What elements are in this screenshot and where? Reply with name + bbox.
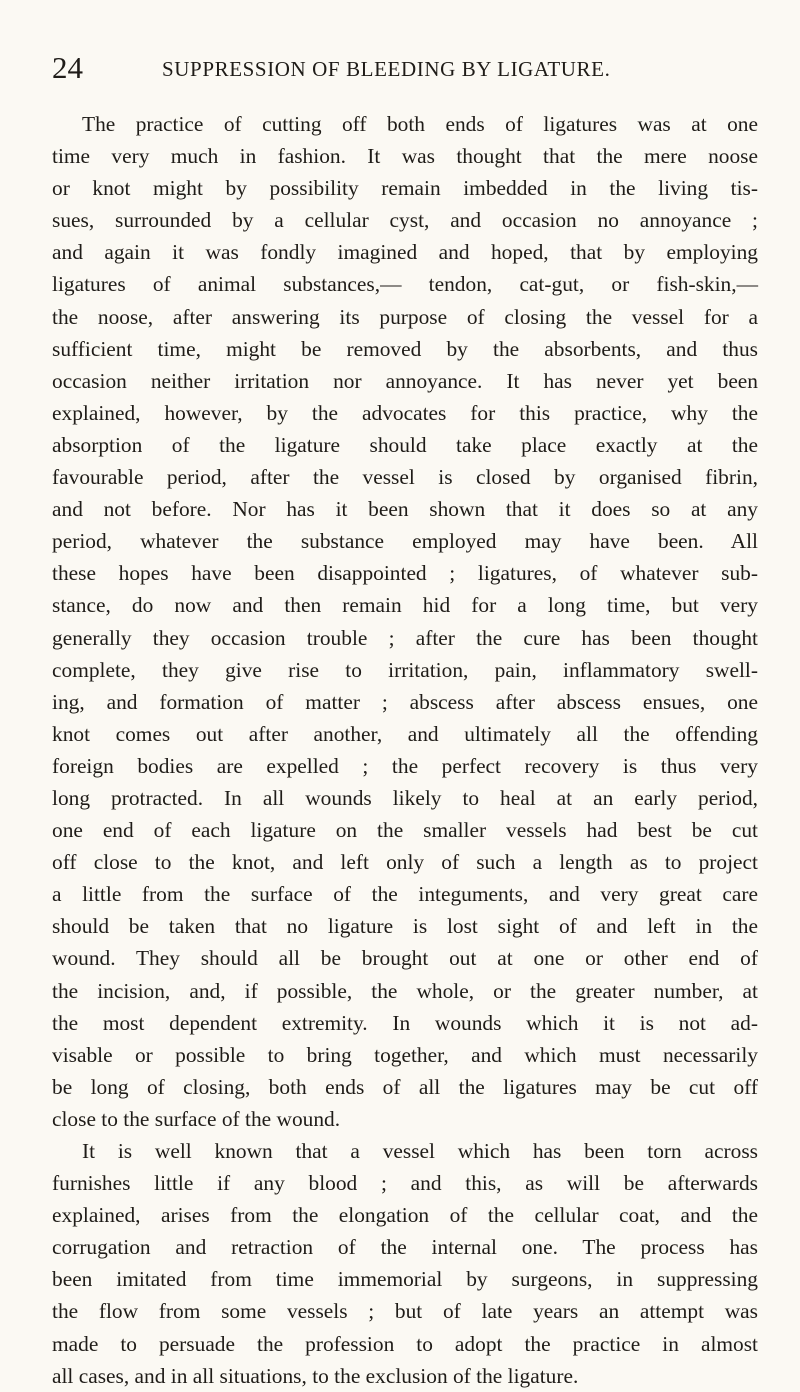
text-line: complete, they give rise to irritation, pain, inflammatory swell- (52, 657, 758, 682)
paragraph (52, 108, 758, 1135)
text-line: these hopes have been disappointed ; ligatures, of whatever sub- (52, 561, 758, 586)
paragraph (52, 1135, 758, 1392)
text-line: wound. They should all be brought out at one or other end of (52, 946, 758, 971)
text-line: and again it was fondly imagined and hoped, that by employing (52, 240, 758, 265)
text-line: should be taken that no ligature is lost sight of and left in the (52, 914, 758, 939)
text-line: sufficient time, might be removed by the absorbents, and thus (52, 336, 758, 361)
text-line: stance, do now and then remain hid for a long time, but very (52, 593, 758, 618)
text-line: It is well known that a vessel which has been torn across (82, 1139, 758, 1163)
text-line: made to persuade the profession to adopt the practice in almost (52, 1331, 758, 1356)
text-line: close to the surface of the wound. (52, 1106, 341, 1131)
text-line: corrugation and retraction of the internal one. The process has (52, 1235, 758, 1260)
text-line: favourable period, after the vessel is closed by organised fibrin, (52, 465, 758, 490)
text-line: long protracted. In all wounds likely to heal at an early period, (52, 785, 758, 810)
text-line: explained, however, by the advocates for this practice, why the (52, 400, 758, 425)
text-line: the flow from some vessels ; but of late years an attempt was (52, 1299, 758, 1324)
text-line: the most dependent extremity. In wounds which it is not ad- (52, 1010, 758, 1035)
text-line: or knot might by possibility remain imbedded in the living tis- (52, 176, 758, 201)
text-line: the noose, after answering its purpose of closing the vessel for a (52, 304, 758, 329)
text-line: all cases, and in all situations, to the exclusion of the ligature. (52, 1363, 579, 1388)
text-line: occasion neither irritation nor annoyance. It has never yet been (52, 368, 758, 393)
text-line: knot comes out after another, and ultimately all the offending (52, 721, 758, 746)
text-line: furnishes little if any blood ; and this, as will be afterwards (52, 1171, 758, 1196)
text-line: absorption of the ligature should take place exactly at the (52, 432, 758, 457)
text-line: sues, surrounded by a cellular cyst, and occasion no annoyance ; (52, 208, 758, 233)
running-title: SUPPRESSION OF BLEEDING BY LIGATURE. (162, 57, 611, 81)
body-text (52, 108, 758, 1392)
text-line: The practice of cutting off both ends of ligatures was at one (82, 112, 758, 136)
text-line: time very much in fashion. It was thought that the mere noose (52, 144, 758, 169)
text-line: be long of closing, both ends of all the ligatures may be cut off (52, 1074, 758, 1099)
text-line: generally they occasion trouble ; after the cure has been thought (52, 625, 758, 650)
text-line: off close to the knot, and left only of such a length as to project (52, 850, 758, 875)
text-line: a little from the surface of the integuments, and very great care (52, 882, 758, 907)
running-head (52, 50, 752, 86)
text-line: ing, and formation of matter ; abscess after abscess ensues, one (52, 689, 758, 714)
text-line: ligatures of animal substances,— tendon, cat-gut, or fish-skin,— (52, 272, 758, 297)
text-line: one end of each ligature on the smaller vessels had best be cut (52, 818, 758, 843)
text-line: period, whatever the substance employed may have been. All (52, 529, 758, 554)
text-line: and not before. Nor has it been shown that it does so at any (52, 497, 758, 522)
text-line: been imitated from time immemorial by surgeons, in suppressing (52, 1267, 758, 1292)
page-number: 24 (52, 50, 83, 85)
text-line: visable or possible to bring together, and which must necessarily (52, 1042, 758, 1067)
text-line: explained, arises from the elongation of the cellular coat, and the (52, 1203, 758, 1228)
text-line: foreign bodies are expelled ; the perfect recovery is thus very (52, 753, 758, 778)
text-line: the incision, and, if possible, the whole, or the greater number, at (52, 978, 758, 1003)
